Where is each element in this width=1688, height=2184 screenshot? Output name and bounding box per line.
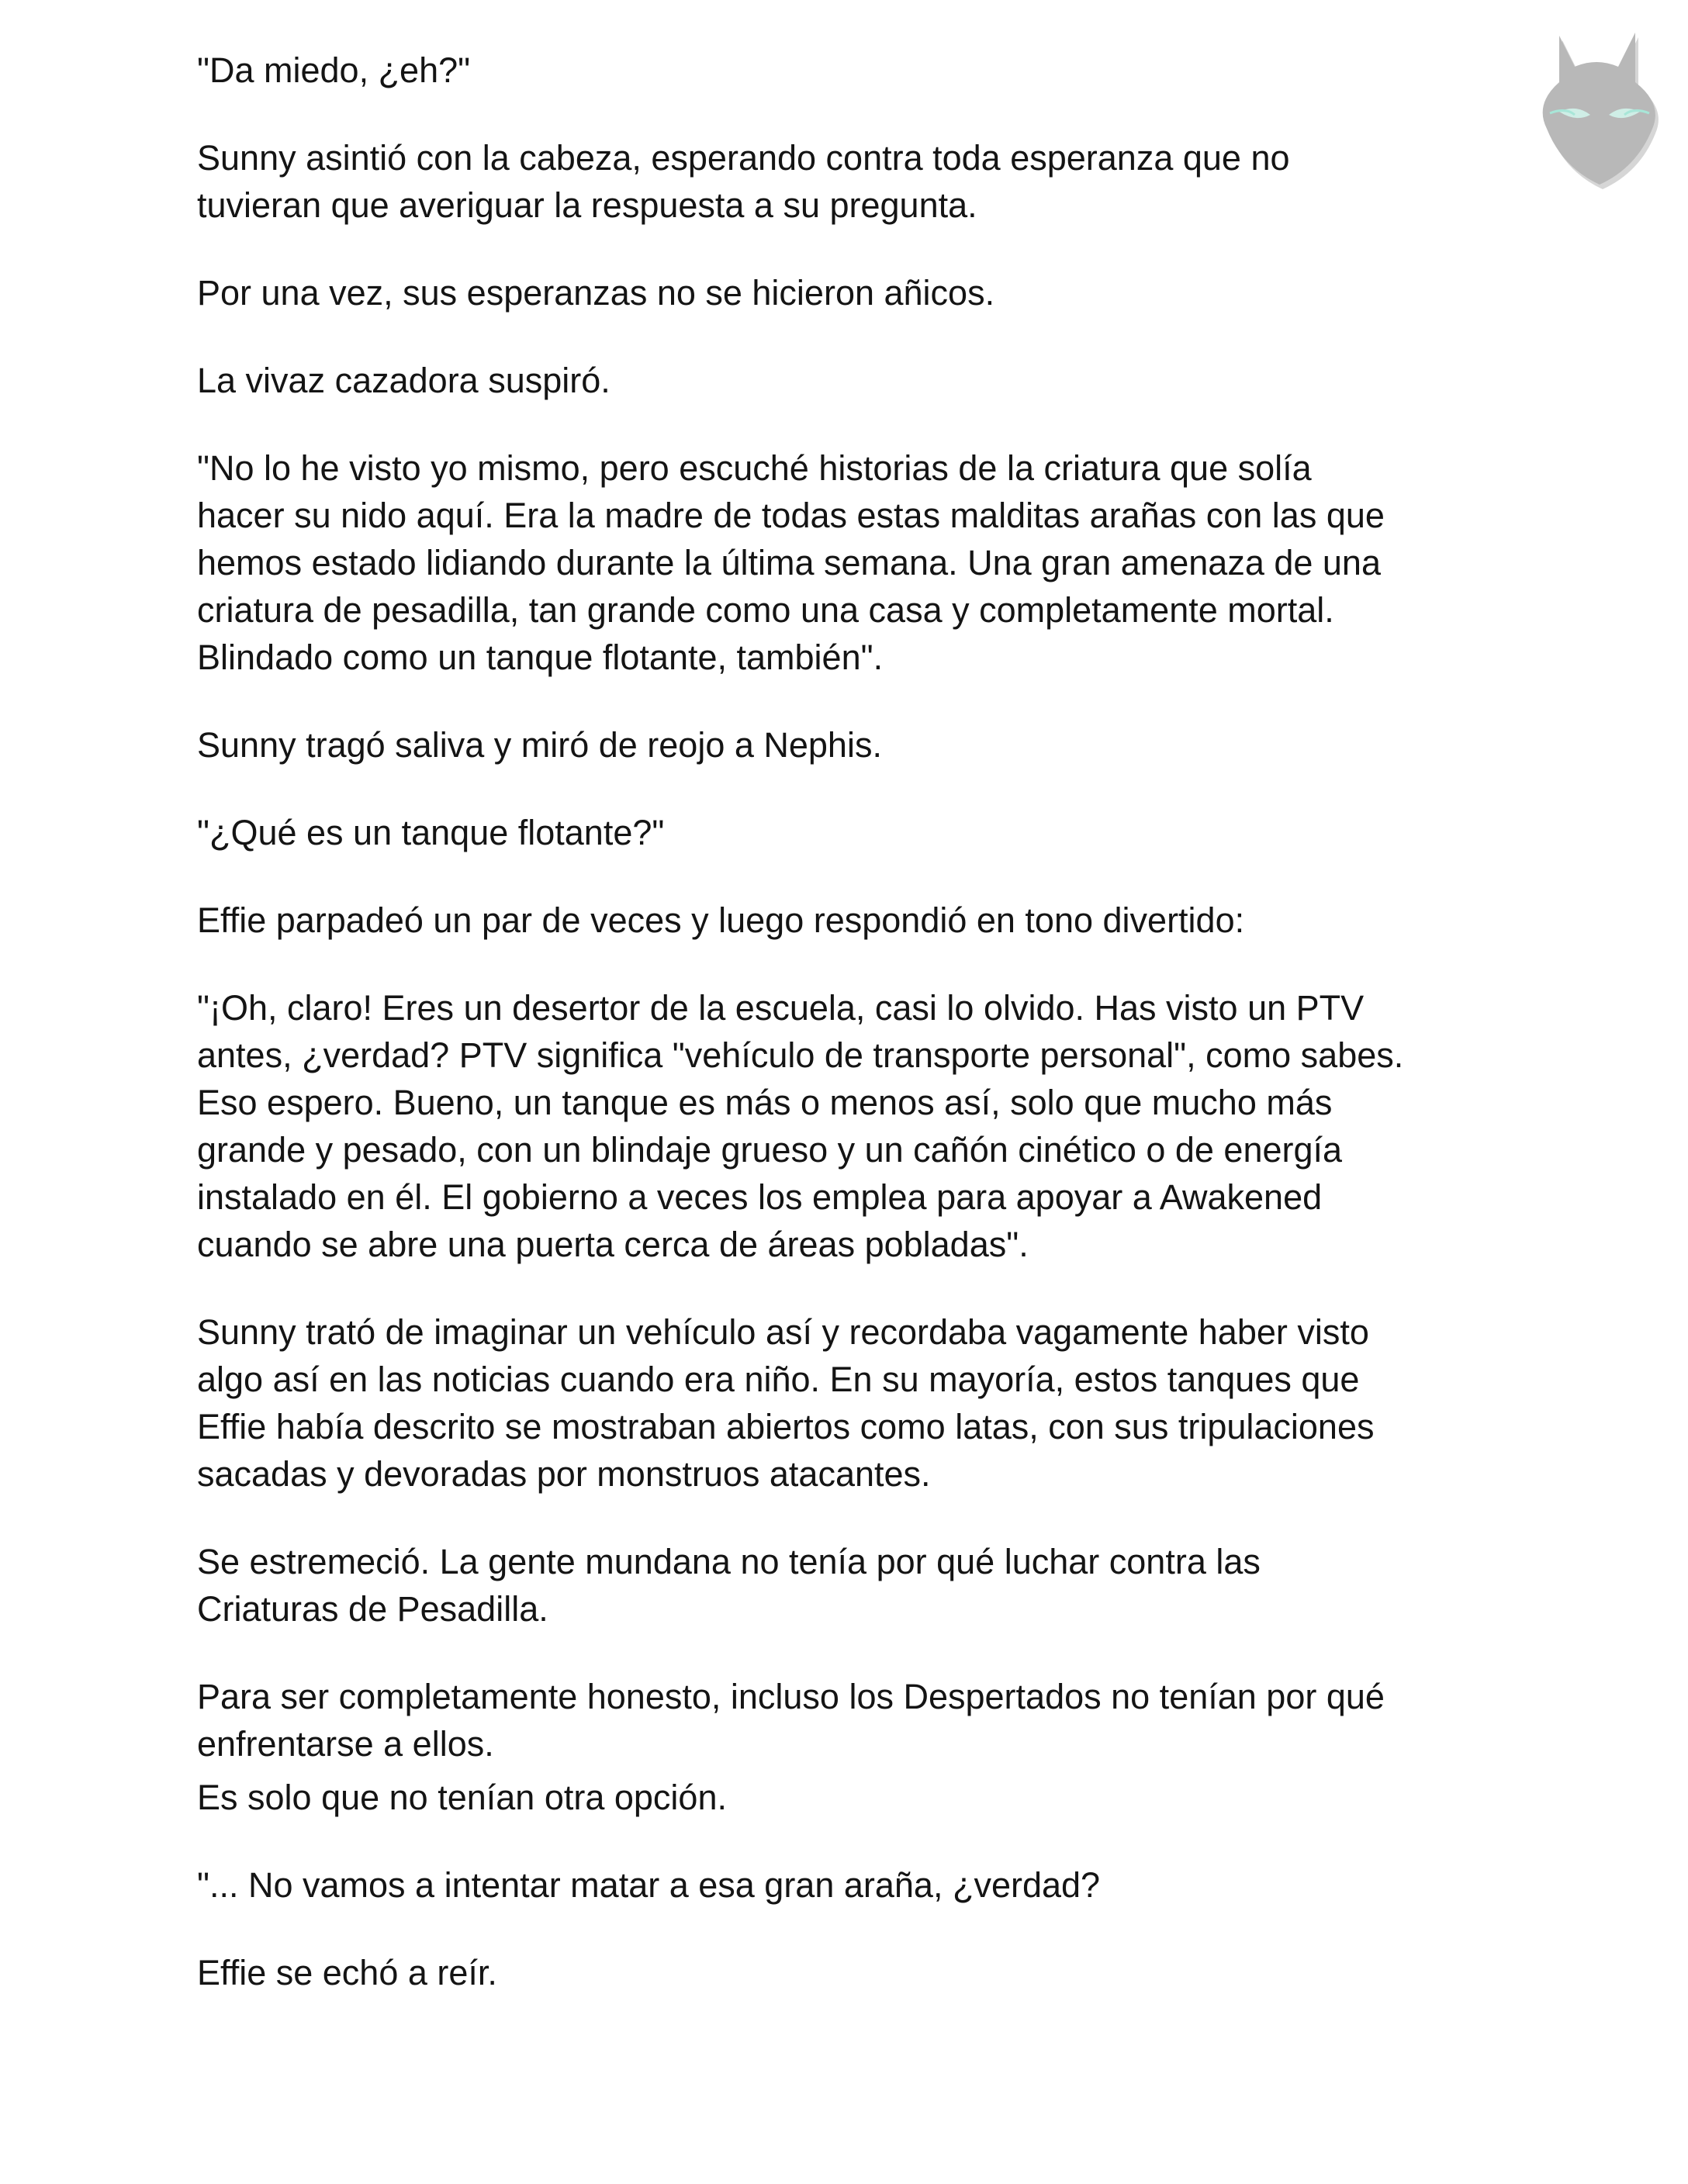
paragraph: Sunny trató de imaginar un vehículo así y recordaba vagamente haber visto algo así en las noticias cuando era niño. En su mayoría, estos tanques que Effie había descrito se mostraban abiertos como latas, con sus tripulaciones sacadas y devoradas por monstruos atacantes. [197, 1312, 1375, 1494]
paragraph: "Da miedo, ¿eh?" [197, 50, 471, 90]
paragraph: "No lo he visto yo mismo, pero escuché historias de la criatura que solía hacer su nido aquí. Era la madre de todas estas malditas arañas con las que hemos estado lidiando durante la última semana. Una gran amenaza de una criatura de pesadilla, tan grande como una casa y completamente mortal. Blindado como un tanque flotante, también". [197, 448, 1385, 677]
paragraph: Effie parpadeó un par de veces y luego respondió en tono divertido: [197, 900, 1245, 940]
demon-head-icon [1519, 12, 1674, 191]
paragraph: Es solo que no tenían otra opción. [197, 1778, 727, 1817]
paragraph: Sunny tragó saliva y miró de reojo a Nephis. [197, 725, 882, 765]
paragraph: "... No vamos a intentar matar a esa gran araña, ¿verdad? [197, 1865, 1101, 1905]
paragraph: Por una vez, sus esperanzas no se hicieron añicos. [197, 273, 995, 313]
paragraph: La vivaz cazadora suspiró. [197, 361, 611, 400]
paragraph: Effie se echó a reír. [197, 1953, 497, 1992]
paragraph: "¡Oh, claro! Eres un desertor de la escuela, casi lo olvido. Has visto un PTV antes, ¿verdad? PTV significa "vehículo de transporte personal", como sabes. Eso espero. Bueno, un tanque es más o menos así, solo que mucho más grande y pesado, con un blindaje grueso y un cañón cinético o de energía instalado en él. El gobierno a veces los emplea para apoyar a Awakened cuando se abre una puerta cerca de áreas pobladas". [197, 988, 1404, 1264]
paragraph: Para ser completamente honesto, incluso los Despertados no tenían por qué enfrentarse a ellos. [197, 1677, 1385, 1764]
paragraph: Sunny asintió con la cabeza, esperando contra toda esperanza que no tuvieran que averiguar la respuesta a su pregunta. [197, 138, 1290, 225]
paragraph: Se estremeció. La gente mundana no tenía por qué luchar contra las Criaturas de Pesadilla. [197, 1542, 1261, 1629]
paragraph: "¿Qué es un tanque flotante?" [197, 813, 665, 852]
document-body [197, 47, 1500, 2037]
